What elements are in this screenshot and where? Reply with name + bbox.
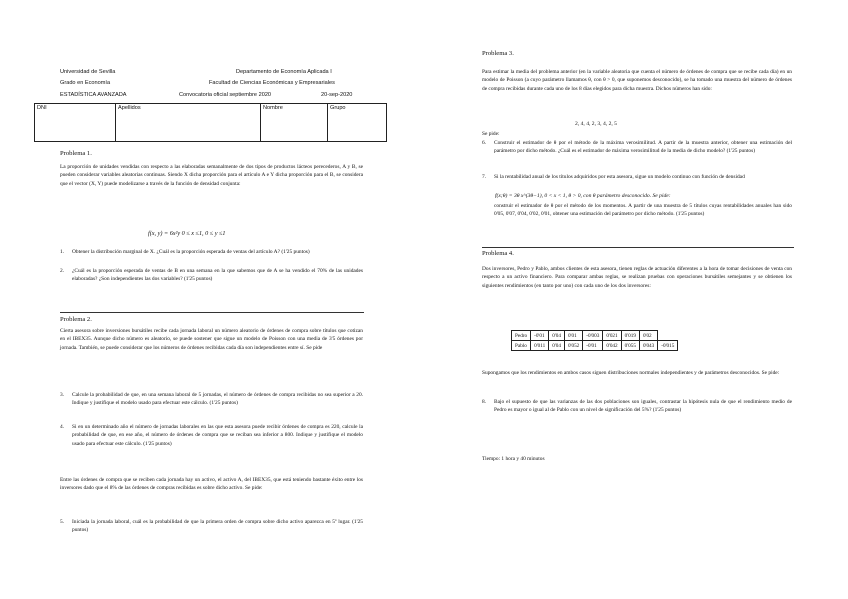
question-4	[60, 423, 363, 459]
question-1-number: 1.	[60, 249, 65, 255]
question-3-text: Calcule la probabilidad de que, en una semana laboral de 5 jornadas, el número de órdenes de compra recibidas no sea superior a 20. Indique y justifique el modelo usado para efectuar este cálculo. (1'25 puntos)	[72, 392, 363, 407]
table-cell: 0'04	[549, 331, 565, 341]
problem4-title: Problema 4.	[482, 250, 514, 257]
table-row	[512, 341, 678, 351]
question-1-text: Obtener la distribución marginal de X. ¿Cuál es la proporción esperada de ventas del artículo A? (1'25 puntos)	[72, 249, 310, 255]
table-cell: -0'015	[658, 341, 678, 351]
exam-time: Tiempo: 1 hora y 40 minutos	[482, 456, 545, 462]
group-field[interactable]	[328, 104, 387, 142]
question-4-text: Si en un determinado año el número de jornadas laborales en las que esta asesora puede recibir órdenes de compra es 220, calcule la probabilidad de que, en ese año, el número de órdenes de compra que se reciban sea inferior a 800. Indique y justifique el modelo usado para efectuar este cálculo. (1'25 puntos)	[72, 424, 363, 447]
problem3-divider	[482, 247, 794, 248]
question-5-number: 5.	[60, 519, 65, 525]
table-cell: -0'01	[583, 341, 603, 351]
problem2-middle: Entre las órdenes de compra que se reciben cada jornada hay un activo, el activo A, del IBEX35, que está teniendo bastante éxito entre los inversores dado que el 8% de las órdenes de compras recibidas es sobre dicho activo. Se pide:	[60, 477, 363, 492]
row-label-pablo: Pablo	[512, 341, 531, 351]
question-2-text: ¿Cuál es la proporción esperada de ventas de B en una semana en la que sabemos que de A se ha vendido el 70% de las unidades elaboradas? ¿Son independientes las dos variables? (1'25 puntos)	[72, 268, 363, 283]
degree: Grado en Economía	[60, 80, 111, 86]
problem1-intro: La proporción de unidades vendidas con respecto a las elaboradas semanalmente de dos tipos de productos lácteos perecederos, A y B, se pueden considerar variables aleatorias continuas. Siendo X dicha proporción para el artículo A e Y dicha proporción para el B, se considera que el vector (X, Y) puede modelizarse a través de la función de densidad conjunta:	[60, 164, 363, 187]
problem1-divider	[60, 312, 364, 313]
problem4-assumption: Supongamos que los rendimientos en ambos casos siguen distribuciones normales independientes y de parámetros desconocidos. Se pide:	[482, 370, 780, 376]
dni-field[interactable]	[35, 104, 116, 142]
session: Convocatoria oficial septiembre 2020	[179, 92, 272, 98]
surnames-label: Apellidos	[118, 105, 141, 111]
question-5	[60, 518, 363, 538]
question-3-number: 3.	[60, 392, 65, 398]
row-label-pedro: Pedro	[512, 331, 531, 341]
table-cell: -0'003	[583, 331, 603, 341]
surnames-field[interactable]	[116, 104, 261, 142]
question-4-number: 4.	[60, 424, 65, 430]
table-cell: 0'019	[621, 331, 639, 341]
student-id-table	[34, 103, 387, 142]
problem4-intro: Dos inversores, Pedro y Pablo, ambos clientes de esta asesora, tienen reglas de actuación diferentes a la hora de tomar decisiones de venta con respecto a un activo financiero. Para comparar ambas reglas, se realizan pruebas con operaciones bursátiles semejantes y se obtienen los siguientes rendimientos (en tanto por uno) con cada uno de los dos inversores:	[482, 266, 792, 289]
group-label: Grupo	[330, 105, 346, 111]
table-cell: 0'055	[621, 341, 639, 351]
question-8	[482, 398, 792, 428]
question-7-number: 7.	[482, 174, 487, 180]
problem3-sample: 2, 4, 4, 2, 3, 4, 2, 5	[575, 121, 617, 127]
question-2	[60, 267, 363, 295]
question-8-text: Bajo el supuesto de que las varianzas de las dos poblaciones son iguales, contrastar la hipótesis nula de que el rendimiento medio de Pedro es mayor o igual al de Pablo con un nivel de significación del 5%? (1'25 puntos)	[494, 399, 792, 414]
question-7-continuation: construir el estimador de θ por el método de los momentos. A partir de una muestra de 5 títulos cuyas rentabilidades anuales han sido 0'05, 0'07, 0'04, 0'02, 0'01, obtener una estimación del parámetro por dicho método. (1'25 puntos)	[494, 203, 792, 218]
table-cell: 0'043	[639, 341, 657, 351]
question-6-text: Construir el estimador de θ por el método de la máxima verosimilitud. A partir de la muestra anterior, obtener una estimación del parámetro por dicho método. ¿Cuál es el estimador de máxima verosimilitud de la media de dicho modelo? (1'25 puntos)	[494, 140, 792, 155]
question-1	[60, 248, 363, 268]
table-row	[512, 331, 678, 341]
dni-label: DNI	[37, 105, 47, 111]
question-3	[60, 391, 363, 419]
table-cell: 0'01	[564, 331, 582, 341]
question-6-number: 6.	[482, 140, 487, 146]
question-7	[482, 173, 792, 193]
table-cell: 0'052	[564, 341, 582, 351]
table-cell: 0'02	[639, 331, 657, 341]
name-label: Nombre	[263, 105, 283, 111]
problem2-title: Problema 2.	[60, 316, 92, 323]
problem3-ask: Se pide:	[482, 131, 500, 137]
returns-table	[511, 330, 678, 351]
question-7-formula: f(x;θ) = 3θ x^(3θ−1), 0 < x < 1, θ > 0, con θ parámetro desconocido. Se pide:	[495, 193, 671, 199]
table-cell: 0'021	[603, 331, 621, 341]
problem1-formula: f(x, y) = 6x²y 0 ≤ x ≤1, 0 ≤ y ≤1	[148, 230, 226, 237]
exam-date: 20-sep-2020	[321, 92, 353, 98]
table-cell: -0'01	[531, 331, 549, 341]
problem2-intro: Cierta asesora sobre inversiones bursátiles recibe cada jornada laboral un número aleatorio de órdenes de compra sobre títulos que cotizan en el IBEX35. Aunque dicho número es aleatorio, se puede sostener que sigue un modelo de Poisson con una media de 3'5 órdenes por jornada. También, se puede considerar que los números de órdenes recibidas cada día son independientes entre sí. Se pide	[60, 328, 363, 351]
problem1-title: Problema 1.	[60, 150, 92, 157]
table-cell: 0'011	[531, 341, 549, 351]
department: Departamento de Economía Aplicada I	[236, 69, 332, 75]
university: Universidad de Sevilla	[60, 69, 116, 75]
question-7-text: Si la rentabilidad anual de los títulos adquiridos por esta asesora, sigue un modelo continuo con función de densidad	[494, 174, 745, 180]
faculty: Facultad de Ciencias Económicas y Empresariales	[209, 80, 335, 86]
course: ESTADÍSTICA AVANZADA	[60, 92, 127, 98]
question-6	[482, 139, 792, 169]
question-8-number: 8.	[482, 399, 487, 405]
question-2-number: 2.	[60, 268, 65, 274]
table-cell: 0'042	[603, 341, 621, 351]
name-field[interactable]	[261, 104, 328, 142]
problem3-intro: Para estimar la media del problema anterior (en la variable aleatoria que cuenta el número de órdenes de compra que se recibe cada día) en un modelo de Poisson (a cuyo parámetro llamamos θ, con θ > 0, que suponemos desconocido), se ha tomado una muestra del número de órdenes de compra recibidas durante cada uno de los 8 días elegidos para dicha muestra. Dichos números han sido:	[482, 69, 792, 92]
problem3-title: Problema 3.	[482, 50, 514, 57]
table-cell: 0'04	[549, 341, 565, 351]
question-5-text: Iniciada la jornada laboral, cuál es la probabilidad de que la primera orden de compra sobre dicho activo aparezca en 5º lugar. (1'25 puntos)	[72, 519, 363, 534]
